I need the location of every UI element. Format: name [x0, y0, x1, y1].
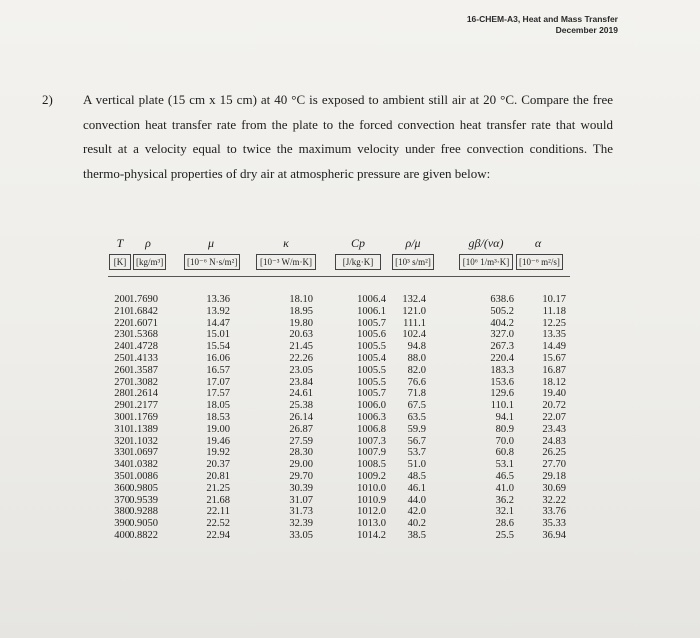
table-cell: 110.1: [490, 400, 514, 412]
table-cell: 230: [114, 329, 130, 341]
table-cell: 320: [114, 435, 130, 447]
table-cell: 1006.3: [357, 411, 386, 423]
table-cell: 15.01: [206, 329, 230, 341]
question-text: A vertical plate (15 cm x 15 cm) at 40 °C is exposed to ambient still air at 20 °C. Compare the free convection heat transfer rate from the plate to the forced convection heat transfer rate that would result at a velocity equal to twice the maximum velocity under free convection conditions. The thermo-physical properties of dry air at atmospheric pressure are given below:: [83, 92, 613, 181]
table-cell: 290: [114, 400, 130, 412]
table-row: [108, 318, 570, 330]
table-cell: 13.36: [206, 294, 230, 305]
table-cell: 53.1: [495, 459, 514, 471]
table-cell: 20.63: [289, 329, 313, 341]
table-cell: 1006.0: [357, 400, 386, 412]
table-cell: 63.5: [407, 411, 426, 423]
table-cell: 210: [114, 305, 130, 317]
table-cell: 1.1032: [129, 435, 158, 447]
table-cell: 280: [114, 388, 130, 400]
table-cell: 1.5368: [129, 329, 158, 341]
table-cell: 1007.9: [357, 447, 386, 459]
table-cell: 19.80: [289, 317, 313, 329]
table-cell: 29.70: [289, 470, 313, 482]
table-cell: 15.67: [542, 352, 566, 364]
table-cell: 1005.5: [357, 364, 386, 376]
table-cell: 46.5: [495, 470, 514, 482]
table-cell: 1010.0: [357, 482, 386, 494]
table-cell: 26.87: [289, 423, 313, 435]
table-cell: 27.59: [289, 435, 313, 447]
table-row: [108, 459, 570, 471]
question-number: 2): [42, 92, 53, 107]
column-unit: [K]: [109, 254, 131, 270]
table-cell: 24.61: [289, 388, 313, 400]
table-cell: 1006.8: [357, 423, 386, 435]
table-cell: 380: [114, 506, 130, 518]
table-cell: 94.1: [495, 411, 514, 423]
table-cell: 33.05: [289, 529, 313, 541]
table-cell: 36.94: [542, 529, 566, 541]
table-cell: 1.3587: [129, 364, 158, 376]
table-cell: 35.33: [542, 518, 566, 530]
table-cell: 60.8: [495, 447, 514, 459]
table-cell: 132.4: [402, 294, 426, 305]
table-cell: 16.87: [542, 364, 566, 376]
table-cell: 14.47: [206, 317, 230, 329]
table-cell: 404.2: [490, 317, 514, 329]
table-cell: 310: [114, 423, 130, 435]
table-cell: 21.68: [206, 494, 230, 506]
table-cell: 27.70: [542, 459, 566, 471]
table-row: [108, 365, 570, 377]
column-unit: [10³ s/m²]: [392, 254, 434, 270]
table-cell: 1.2614: [129, 388, 158, 400]
table-cell: 19.00: [206, 423, 230, 435]
table-cell: 400: [114, 529, 130, 541]
table-cell: 18.10: [289, 294, 313, 305]
column-unit: [10⁶ 1/m³·K]: [459, 254, 513, 270]
table-row: [108, 471, 570, 483]
table-cell: 1.0697: [129, 447, 158, 459]
table-cell: 42.0: [407, 506, 426, 518]
table-cell: 1.0086: [129, 470, 158, 482]
table-cell: 267.3: [490, 341, 514, 353]
table-row: [108, 530, 570, 542]
table-cell: 29.18: [542, 470, 566, 482]
table-symbol-row: [108, 236, 570, 252]
table-cell: 32.39: [289, 518, 313, 530]
table-cell: 16.06: [206, 352, 230, 364]
table-cell: 44.0: [407, 494, 426, 506]
table-cell: 0.9805: [129, 482, 158, 494]
table-row: [108, 377, 570, 389]
table-cell: 1005.7: [357, 388, 386, 400]
table-cell: 0.9050: [129, 518, 158, 530]
table-cell: 17.07: [206, 376, 230, 388]
table-cell: 12.25: [542, 317, 566, 329]
table-row: [108, 388, 570, 400]
table-cell: 0.8822: [129, 529, 158, 541]
table-cell: 14.49: [542, 341, 566, 353]
table-cell: 1005.5: [357, 341, 386, 353]
table-cell: 1.1389: [129, 423, 158, 435]
table-cell: 18.95: [289, 305, 313, 317]
table-cell: 82.0: [407, 364, 426, 376]
column-unit: [10⁻³ W/m·K]: [256, 254, 316, 270]
table-cell: 1005.7: [357, 317, 386, 329]
header-course: 16-CHEM-A3, Heat and Mass Transfer: [466, 14, 618, 24]
table-cell: 1.2177: [129, 400, 158, 412]
table-cell: 21.25: [206, 482, 230, 494]
column-symbol: Cp: [350, 236, 365, 250]
table-cell: 22.94: [206, 529, 230, 541]
table-cell: 260: [114, 364, 130, 376]
table-row: [108, 506, 570, 518]
table-cell: 26.25: [542, 447, 566, 459]
table-cell: 13.92: [206, 305, 230, 317]
table-cell: 505.2: [490, 305, 514, 317]
table-row: [108, 400, 570, 412]
table-row: [108, 294, 570, 306]
table-cell: 17.57: [206, 388, 230, 400]
table-cell: 10.17: [542, 294, 566, 305]
table-cell: 1006.1: [357, 305, 386, 317]
table-cell: 300: [114, 411, 130, 423]
column-symbol: κ: [283, 236, 289, 250]
table-cell: 1005.5: [357, 376, 386, 388]
table-cell: 23.05: [289, 364, 313, 376]
table-cell: 16.57: [206, 364, 230, 376]
table-cell: 22.07: [542, 411, 566, 423]
table-cell: 19.40: [542, 388, 566, 400]
table-cell: 26.14: [289, 411, 313, 423]
table-cell: 67.5: [407, 400, 426, 412]
table-cell: 1.0382: [129, 459, 158, 471]
table-cell: 327.0: [490, 329, 514, 341]
table-cell: 25.5: [495, 529, 514, 541]
column-unit: [10⁻⁶ m²/s]: [516, 254, 563, 270]
table-cell: 53.7: [407, 447, 426, 459]
column-unit: [kg/m³]: [133, 254, 166, 270]
table-cell: 1.4728: [129, 341, 158, 353]
table-cell: 1007.3: [357, 435, 386, 447]
table-cell: 94.8: [407, 341, 426, 353]
table-cell: 21.45: [289, 341, 313, 353]
column-symbol: ρ/μ: [405, 236, 421, 250]
table-cell: 28.6: [495, 518, 514, 530]
table-cell: 1.6842: [129, 305, 158, 317]
table-body: [108, 294, 570, 542]
table-cell: 88.0: [407, 352, 426, 364]
table-cell: 1012.0: [357, 506, 386, 518]
table-cell: 15.54: [206, 341, 230, 353]
table-cell: 183.3: [490, 364, 514, 376]
table-cell: 1006.4: [357, 294, 386, 305]
table-unit-row: [108, 252, 570, 272]
table-cell: 390: [114, 518, 130, 530]
column-symbol: gβ/(να): [468, 236, 504, 250]
table-cell: 33.76: [542, 506, 566, 518]
page-header: [467, 14, 618, 36]
table-cell: 41.0: [495, 482, 514, 494]
table-cell: 1005.6: [357, 329, 386, 341]
table-cell: 1010.9: [357, 494, 386, 506]
table-cell: 46.1: [407, 482, 426, 494]
table-row: [108, 424, 570, 436]
table-cell: 1.6071: [129, 317, 158, 329]
table-cell: 18.12: [542, 376, 566, 388]
table-row: [108, 495, 570, 507]
table-cell: 31.73: [289, 506, 313, 518]
table-cell: 24.83: [542, 435, 566, 447]
table-cell: 350: [114, 470, 130, 482]
table-row: [108, 436, 570, 448]
table-cell: 1008.5: [357, 459, 386, 471]
table-cell: 330: [114, 447, 130, 459]
table-header-rule: [108, 276, 570, 277]
column-unit: [J/kg·K]: [335, 254, 381, 270]
table-cell: 250: [114, 352, 130, 364]
table-cell: 80.9: [495, 423, 514, 435]
table-cell: 19.92: [206, 447, 230, 459]
table-cell: 111.1: [403, 317, 426, 329]
table-cell: 1.3082: [129, 376, 158, 388]
table-cell: 13.35: [542, 329, 566, 341]
table-cell: 76.6: [407, 376, 426, 388]
table-cell: 18.53: [206, 411, 230, 423]
table-cell: 20.37: [206, 459, 230, 471]
table-row: [108, 518, 570, 530]
table-cell: 200: [114, 294, 130, 305]
table-cell: 32.1: [495, 506, 514, 518]
column-symbol: α: [534, 236, 542, 250]
table-cell: 59.9: [407, 423, 426, 435]
table-cell: 638.6: [490, 294, 514, 305]
table-cell: 20.81: [206, 470, 230, 482]
table-cell: 48.5: [407, 470, 426, 482]
table-cell: 22.11: [206, 506, 230, 518]
table-cell: 0.9539: [129, 494, 158, 506]
table-cell: 23.84: [289, 376, 313, 388]
column-symbol: T: [116, 236, 124, 250]
table-cell: 1.7690: [129, 294, 158, 305]
table-row: [108, 447, 570, 459]
table-cell: 36.2: [495, 494, 514, 506]
table-row: [108, 353, 570, 365]
table-cell: 102.4: [402, 329, 426, 341]
table-cell: 40.2: [407, 518, 426, 530]
table-cell: 360: [114, 482, 130, 494]
table-cell: 220.4: [490, 352, 514, 364]
table-cell: 11.18: [542, 305, 566, 317]
table-cell: 29.00: [289, 459, 313, 471]
table-cell: 25.38: [289, 400, 313, 412]
table-cell: 51.0: [407, 459, 426, 471]
table-cell: 18.05: [206, 400, 230, 412]
table-cell: 22.52: [206, 518, 230, 530]
table-cell: 1009.2: [357, 470, 386, 482]
table-cell: 56.7: [407, 435, 426, 447]
header-date: December 2019: [555, 25, 618, 35]
table-row: [108, 306, 570, 318]
properties-table: [108, 236, 570, 541]
table-cell: 32.22: [542, 494, 566, 506]
table-cell: 30.69: [542, 482, 566, 494]
table-row: [108, 483, 570, 495]
table-cell: 71.8: [407, 388, 426, 400]
column-symbol: μ: [207, 236, 215, 250]
table-cell: 1014.2: [357, 529, 386, 541]
table-cell: 1013.0: [357, 518, 386, 530]
table-cell: 340: [114, 459, 130, 471]
table-cell: 370: [114, 494, 130, 506]
table-cell: 121.0: [402, 305, 426, 317]
table-cell: 70.0: [495, 435, 514, 447]
table-row: [108, 329, 570, 341]
table-cell: 38.5: [407, 529, 426, 541]
table-cell: 30.39: [289, 482, 313, 494]
table-cell: 31.07: [289, 494, 313, 506]
table-cell: 19.46: [206, 435, 230, 447]
table-cell: 20.72: [542, 400, 566, 412]
table-cell: 1.4133: [129, 352, 158, 364]
table-row: [108, 412, 570, 424]
table-cell: 153.6: [490, 376, 514, 388]
table-cell: 28.30: [289, 447, 313, 459]
table-cell: 129.6: [490, 388, 514, 400]
column-symbol: ρ: [145, 236, 151, 250]
table-row: [108, 341, 570, 353]
table-cell: 1.1769: [129, 411, 158, 423]
column-unit: [10⁻⁶ N·s/m²]: [184, 254, 240, 270]
table-cell: 1005.4: [357, 352, 386, 364]
table-cell: 270: [114, 376, 130, 388]
table-cell: 240: [114, 341, 130, 353]
table-cell: 0.9288: [129, 506, 158, 518]
table-cell: 22.26: [289, 352, 313, 364]
table-cell: 23.43: [542, 423, 566, 435]
table-cell: 220: [114, 317, 130, 329]
